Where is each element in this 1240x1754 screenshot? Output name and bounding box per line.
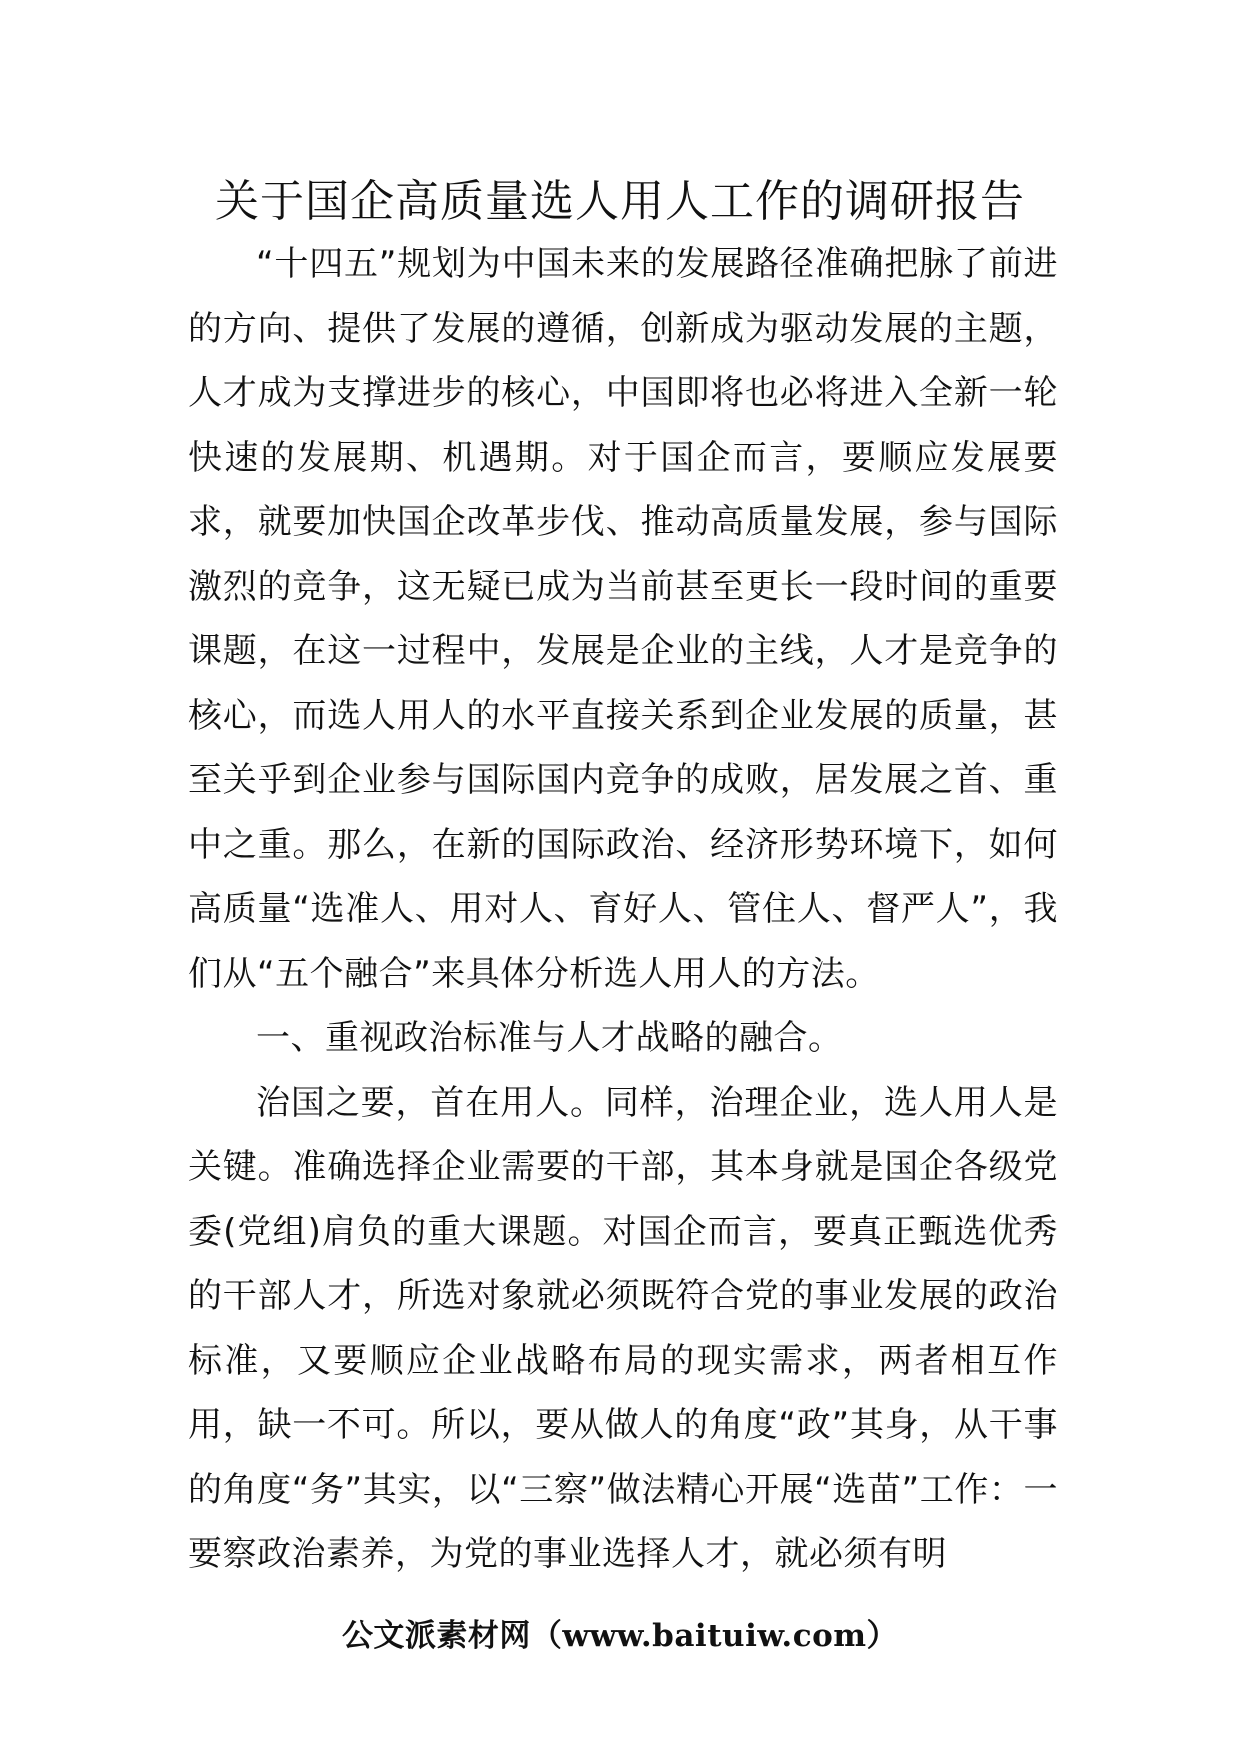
document-body <box>188 232 1058 1587</box>
paragraph-section-1: 治国之要，首在用人。同样，治理企业，选人用人是关键。准确选择企业需要的干部，其本身就是国企各级党委(党组)肩负的重大课题。对国企而言，要真正甄选优秀的干部人才，所选对象就必须既符合党的事业发展的政治标准，又要顺应企业战略布局的现实需求，两者相互作用，缺一不可。所以，要从做人的角度“政”其身，从干事的角度“务”其实，以“三察”做法精心开展“选苗”工作：一要察政治素养，为党的事业选择人才，就必须有明 <box>188 1082 1058 1574</box>
paragraph-intro: “十四五”规划为中国未来的发展路径准确把脉了前进的方向、提供了发展的遵循，创新成为驱动发展的主题，人才成为支撑进步的核心，中国即将也必将进入全新一轮快速的发展期、机遇期。对于国企而言，要顺应发展要求，就要加快国企改革步伐、推动高质量发展，参与国际激烈的竞争，这无疑已成为当前甚至更长一段时间的重要课题，在这一过程中，发展是企业的主线，人才是竞争的核心，而选人用人的水平直接关系到企业发展的质量，甚至关乎到企业参与国际国内竞争的成败，居发展之首、重中之重。那么，在新的国际政治、经济形势环境下，如何高质量“选准人、用对人、育好人、管住人、督严人”，我们从“五个融合”来具体分析选人用人的方法。 <box>188 244 1058 994</box>
document-title: 关于国企高质量选人用人工作的调研报告 <box>215 176 1025 227</box>
section-heading-1: 一、重视政治标准与人才战略的融合。 <box>256 1018 843 1058</box>
page-footer-watermark: 公文派素材网（www.baituiw.com） <box>341 1618 899 1654</box>
